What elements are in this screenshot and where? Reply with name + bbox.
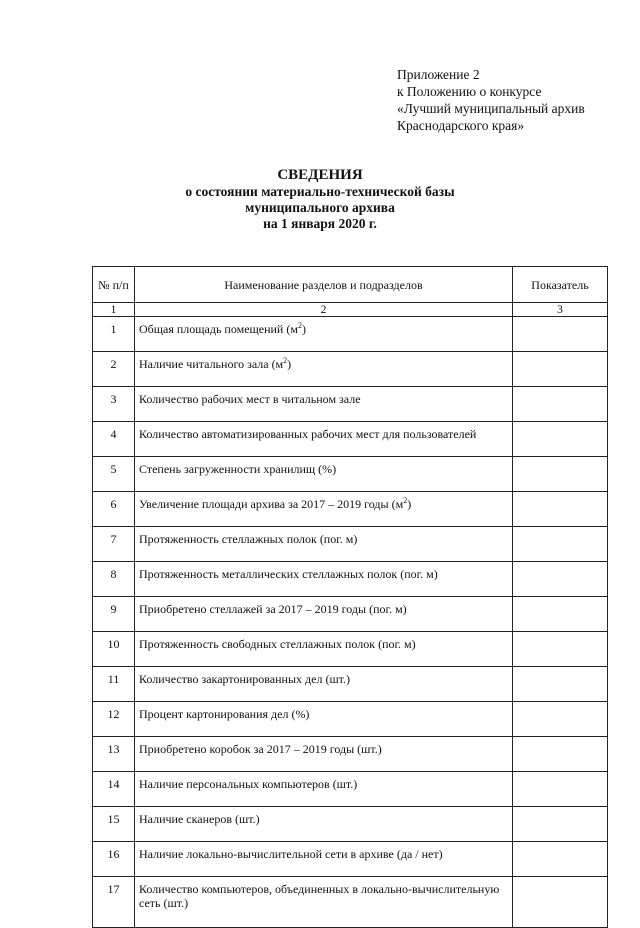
table-row [93,352,608,387]
row-name-text: Наличие персональных компьютеров (шт.) [139,777,358,791]
row-name [135,422,513,457]
row-name-text: Количество автоматизированных рабочих мест для пользователей [139,427,477,441]
table-row [93,737,608,772]
row-name [135,317,513,352]
row-value [513,317,608,352]
header-value: Показатель [513,267,608,303]
row-value [513,562,608,597]
row-name-text: Наличие читального зала (м [139,357,284,371]
row-value [513,597,608,632]
row-name [135,667,513,702]
row-value [513,387,608,422]
row-name-text: Наличие сканеров (шт.) [139,812,260,826]
row-value [513,807,608,842]
row-value [513,737,608,772]
row-number: 15 [93,807,135,842]
row-number: 9 [93,597,135,632]
row-name [135,737,513,772]
table-row [93,702,608,737]
row-name-text: Количество компьютеров, объединенных в локально-вычислительную сеть (шт.) [139,882,500,910]
row-name [135,492,513,527]
row-value [513,877,608,928]
table-row [93,527,608,562]
table-row [93,457,608,492]
row-name-text: Приобретено стеллажей за 2017 – 2019 годы (пог. м) [139,602,407,616]
table-row [93,772,608,807]
row-name-text: Степень загруженности хранилищ (%) [139,462,337,476]
row-number: 4 [93,422,135,457]
column-number: 3 [513,303,608,317]
row-name-text: Количество закартонированных дел (шт.) [139,672,351,686]
table-row [93,317,608,352]
row-name [135,352,513,387]
row-number: 17 [93,877,135,928]
row-number: 6 [93,492,135,527]
appendix-line-2: к Положению о конкурсе [397,84,542,99]
row-number: 10 [93,632,135,667]
row-name-text: Протяженность стеллажных полок (пог. м) [139,532,358,546]
row-number: 1 [93,317,135,352]
document-subtitle-1: о состоянии материально-технической базы [185,184,455,199]
row-value [513,772,608,807]
row-name [135,842,513,877]
row-name-text: Увеличение площади архива за 2017 – 2019 годы (м [139,497,404,511]
row-name [135,632,513,667]
row-name [135,877,513,928]
table-row [93,387,608,422]
column-number-row [93,303,608,317]
document-date: на 1 января 2020 г. [263,216,377,231]
row-name-text: Протяженность металлических стеллажных полок (пог. м) [139,567,438,581]
column-number: 2 [135,303,513,317]
row-name-superscript: 2 [403,496,408,505]
table-row [93,807,608,842]
row-value [513,667,608,702]
row-value [513,702,608,737]
document-heading [0,167,640,232]
document-subtitle-2: муниципального архива [245,200,395,215]
table-row [93,422,608,457]
row-name-text: Количество рабочих мест в читальном зале [139,392,361,406]
row-value [513,632,608,667]
row-name [135,807,513,842]
row-name-text: Наличие локально-вычислительной сети в архиве (да / нет) [139,847,443,861]
row-value [513,457,608,492]
row-value [513,527,608,562]
table-row [93,877,608,928]
row-name [135,527,513,562]
row-number: 13 [93,737,135,772]
appendix-line-4: Краснодарского края» [397,118,525,133]
header-name: Наименование разделов и подразделов [135,267,513,303]
row-value [513,492,608,527]
row-value [513,352,608,387]
row-value [513,422,608,457]
row-name-tail: ) [407,497,412,511]
table-row [93,562,608,597]
row-name [135,772,513,807]
appendix-block [397,66,585,134]
row-name [135,597,513,632]
row-name-text: Приобретено коробок за 2017 – 2019 годы (шт.) [139,742,382,756]
row-number: 16 [93,842,135,877]
row-number: 14 [93,772,135,807]
table-row [93,667,608,702]
table-row [93,842,608,877]
row-value [513,842,608,877]
row-name [135,562,513,597]
row-name-text: Процент картонирования дел (%) [139,707,310,721]
document-title: СВЕДЕНИЯ [277,167,363,183]
row-number: 8 [93,562,135,597]
appendix-line-1: Приложение 2 [397,67,480,82]
appendix-line-3: «Лучший муниципальный архив [397,101,585,116]
row-name-superscript: 2 [297,321,302,330]
table-row [93,492,608,527]
table-header-row [93,267,608,303]
row-number: 2 [93,352,135,387]
row-number: 3 [93,387,135,422]
column-number: 1 [93,303,135,317]
row-name [135,387,513,422]
header-num: № п/п [93,267,135,303]
row-name-superscript: 2 [283,356,288,365]
data-table [92,266,608,928]
table-body [93,317,608,928]
row-number: 11 [93,667,135,702]
table-row [93,597,608,632]
row-name [135,702,513,737]
row-name-tail: ) [301,322,306,336]
table-row [93,632,608,667]
row-number: 12 [93,702,135,737]
row-number: 7 [93,527,135,562]
row-name-text: Общая площадь помещений (м [139,322,298,336]
row-name [135,457,513,492]
row-name-text: Протяженность свободных стеллажных полок (пог. м) [139,637,416,651]
row-number: 5 [93,457,135,492]
row-name-tail: ) [287,357,292,371]
